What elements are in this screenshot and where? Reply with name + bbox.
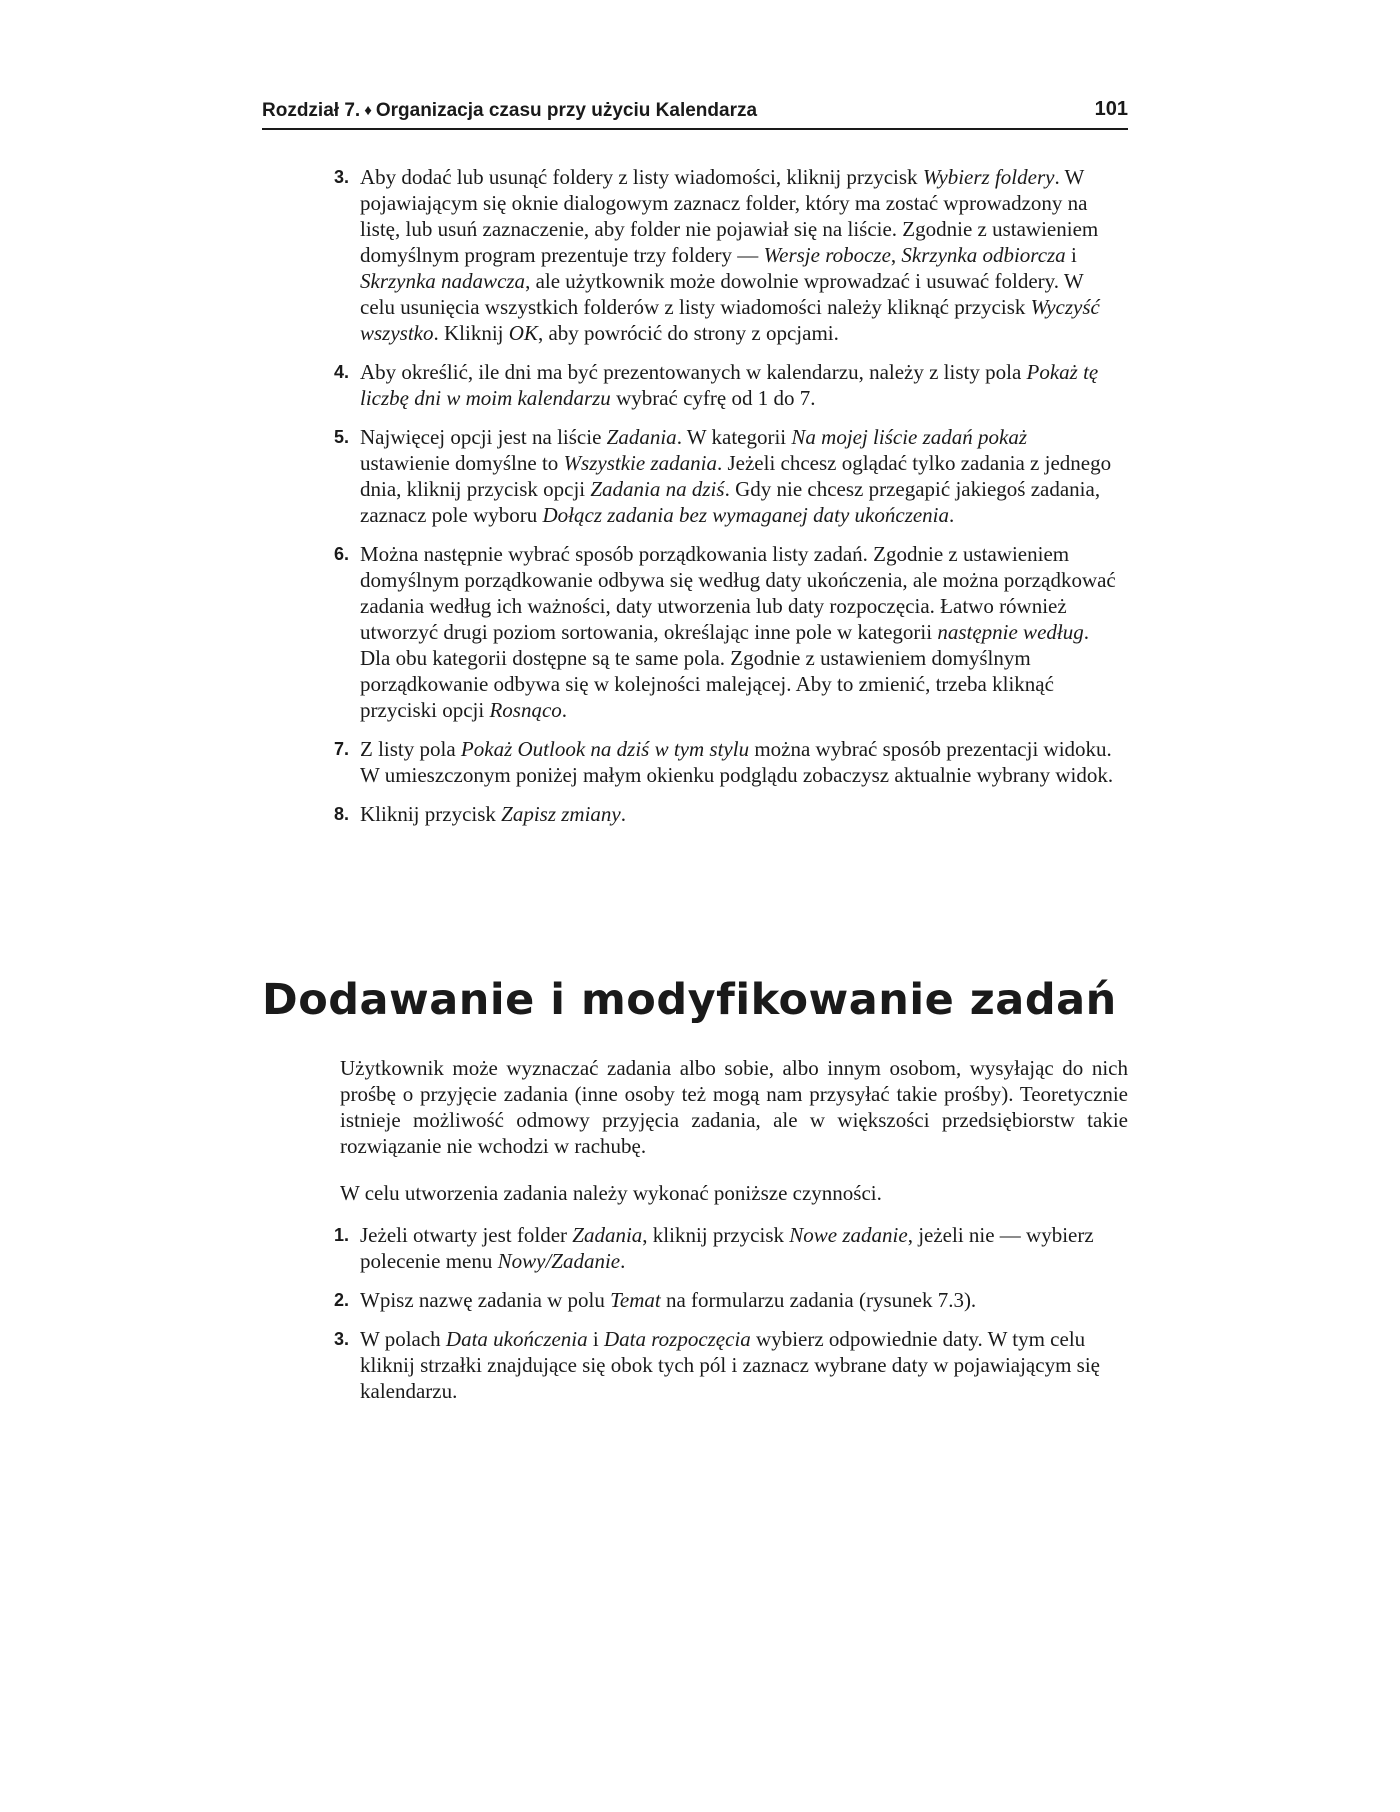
- ui-term: Zadania: [572, 1223, 643, 1247]
- ui-term: Nowy/Zadanie: [497, 1249, 621, 1273]
- text-run: . Kliknij: [433, 321, 509, 345]
- diamond-icon: ♦: [364, 102, 372, 119]
- ui-term: Skrzynka nadawcza: [360, 269, 526, 293]
- section-heading: Dodawanie i modyfikowanie zadań: [262, 975, 1117, 1025]
- ui-term: OK: [508, 321, 538, 345]
- step-number: 1.: [334, 1225, 350, 1245]
- list-item: [334, 424, 1120, 528]
- text-run: . Dla obu kategorii dostępne są te same pola. Zgodnie z ustawieniem domyślnym porządkowanie odbywa się w kolejności malejącej. Aby to zmienić, trzeba kliknąć przyciski opcji: [360, 620, 1089, 722]
- ui-term: Zapisz zmiany: [501, 802, 621, 826]
- text-run: wybrać cyfrę od 1 do 7.: [610, 386, 816, 410]
- ui-term: Data ukończenia: [445, 1327, 588, 1351]
- text-run: Aby dodać lub usunąć foldery z listy wiadomości, kliknij przycisk: [360, 165, 923, 189]
- ui-term: Wyczyść wszystko: [360, 295, 1100, 345]
- text-run: Najwięcej opcji jest na liście: [360, 425, 607, 449]
- text-run: .: [620, 802, 627, 826]
- ui-term: Temat: [610, 1288, 661, 1312]
- ui-term: Wybierz foldery: [922, 165, 1055, 189]
- ui-term: Nowe zadanie: [789, 1223, 908, 1247]
- step-text: [360, 1287, 1120, 1313]
- text-run: W polach: [360, 1327, 446, 1351]
- text-run: ustawienie domyślne to: [360, 451, 564, 475]
- intro-paragraph: Użytkownik może wyznaczać zadania albo sobie, albo innym osobom, wysyłając do nich prośbę o przyjęcie zadania (inne osoby też mogą nam przysyłać takie prośby). Teoretycznie istnieje możliwość odmowy przyjęcia zadania, ale w większości przedsiębiorstw takie rozwiązanie nie wchodzi w rachubę.: [340, 1056, 1128, 1158]
- ui-term: Data rozpoczęcia: [604, 1327, 751, 1351]
- text-run: , aby powrócić do strony z opcjami.: [537, 321, 839, 345]
- ui-term: Zadania: [606, 425, 677, 449]
- ui-term: Zadania na dziś: [590, 477, 725, 501]
- step-text: [360, 541, 1120, 723]
- step-text: [360, 801, 1120, 827]
- numbered-steps-options: [334, 164, 1120, 840]
- ui-term: Rosnąco: [489, 698, 562, 722]
- text-run: . W pojawiającym się oknie dialogowym zaznacz folder, który ma zostać wprowadzony na listę, lub usuń zaznaczenie, aby folder nie pojawiał się na liście. Zgodnie z ustawieniem domyślnym program prezentuje trzy foldery —: [360, 165, 1099, 267]
- ui-term: następnie według: [937, 620, 1084, 644]
- list-item: [334, 541, 1120, 723]
- list-item: [334, 1326, 1120, 1404]
- step-text: [360, 736, 1120, 788]
- chapter-name: Organizacja czasu przy użyciu Kalendarza: [375, 100, 758, 121]
- list-item: [334, 1287, 1120, 1313]
- ui-term: Dołącz zadania bez wymaganej daty ukończenia: [542, 503, 950, 527]
- step-number: 8.: [334, 804, 350, 824]
- text-run: .: [949, 503, 955, 527]
- numbered-steps-create-task: [334, 1222, 1120, 1417]
- step-text: [360, 164, 1120, 346]
- chapter-title: [262, 100, 757, 122]
- list-item: [334, 359, 1120, 411]
- text-run: , ale użytkownik może dowolnie wprowadzać i usuwać foldery. W celu usunięcia wszystkich folderów z listy wiadomości należy kliknąć przycisk: [360, 269, 1084, 319]
- ui-term: Wersje robocze: [763, 243, 891, 267]
- text-run: można wybrać sposób prezentacji widoku. W umieszczonym poniżej małym okienku podglądu zobaczysz aktualnie wybrany widok.: [360, 737, 1114, 787]
- text-run: Wpisz nazwę zadania w polu: [360, 1288, 611, 1312]
- text-run: .: [561, 698, 568, 722]
- step-text: [360, 359, 1120, 411]
- text-run: i: [1065, 243, 1077, 267]
- text-run: Z listy pola: [360, 737, 461, 761]
- step-text: [360, 1222, 1120, 1274]
- step-number: 3.: [334, 1329, 350, 1349]
- step-number: 7.: [334, 739, 350, 759]
- step-text: [360, 424, 1120, 528]
- list-item: [334, 164, 1120, 346]
- text-run: , jeżeli nie — wybierz polecenie menu: [360, 1223, 1094, 1273]
- step-number: 5.: [334, 427, 350, 447]
- ui-term: Na mojej liście zadań pokaż: [791, 425, 1028, 449]
- text-run: Kliknij przycisk: [360, 802, 502, 826]
- list-item: [334, 801, 1120, 827]
- text-run: i: [587, 1327, 604, 1351]
- running-header: [262, 98, 1128, 130]
- step-text: [360, 1326, 1120, 1404]
- ui-term: Wszystkie zadania: [563, 451, 717, 475]
- text-run: na formularzu zadania (rysunek 7.3).: [660, 1288, 977, 1312]
- text-run: . Jeżeli chcesz oglądać tylko zadania z jednego dnia, kliknij przycisk opcji: [360, 451, 1112, 501]
- ui-term: Skrzynka odbiorcza: [901, 243, 1066, 267]
- text-run: Można następnie wybrać sposób porządkowania listy zadań. Zgodnie z ustawieniem domyślnym porządkowanie odbywa się według daty ukończenia, ale można porządkować zadania według ich ważności, daty utworzenia lub daty rozpoczęcia. Łatwo również utworzyć drugi poziom sortowania, określając inne pole w kategorii: [360, 542, 1116, 644]
- lead-in-paragraph: W celu utworzenia zadania należy wykonać poniższe czynności.: [340, 1181, 882, 1205]
- text-run: . W kategorii: [676, 425, 792, 449]
- text-run: , kliknij przycisk: [642, 1223, 790, 1247]
- step-number: 2.: [334, 1290, 350, 1310]
- step-number: 3.: [334, 167, 350, 187]
- text-run: Aby określić, ile dni ma być prezentowanych w kalendarzu, należy z listy pola: [360, 360, 1027, 384]
- text-run: . Gdy nie chcesz przegapić jakiegoś zadania, zaznacz pole wyboru: [360, 477, 1101, 527]
- list-item: [334, 736, 1120, 788]
- text-run: ,: [890, 243, 902, 267]
- ui-term: Pokaż Outlook na dziś w tym stylu: [460, 737, 750, 761]
- page-number: 101: [1094, 98, 1128, 120]
- text-run: .: [620, 1249, 626, 1273]
- list-item: [334, 1222, 1120, 1274]
- text-run: Jeżeli otwarty jest folder: [360, 1223, 573, 1247]
- text-run: wybierz odpowiednie daty. W tym celu kliknij strzałki znajdujące się obok tych pól i zaznacz wybrane daty w pojawiającym się kalendarzu.: [360, 1327, 1100, 1403]
- step-number: 6.: [334, 544, 350, 564]
- step-number: 4.: [334, 362, 350, 382]
- ui-term: Pokaż tę liczbę dni w moim kalendarzu: [360, 360, 1099, 410]
- chapter-label: Rozdział 7.: [262, 100, 361, 121]
